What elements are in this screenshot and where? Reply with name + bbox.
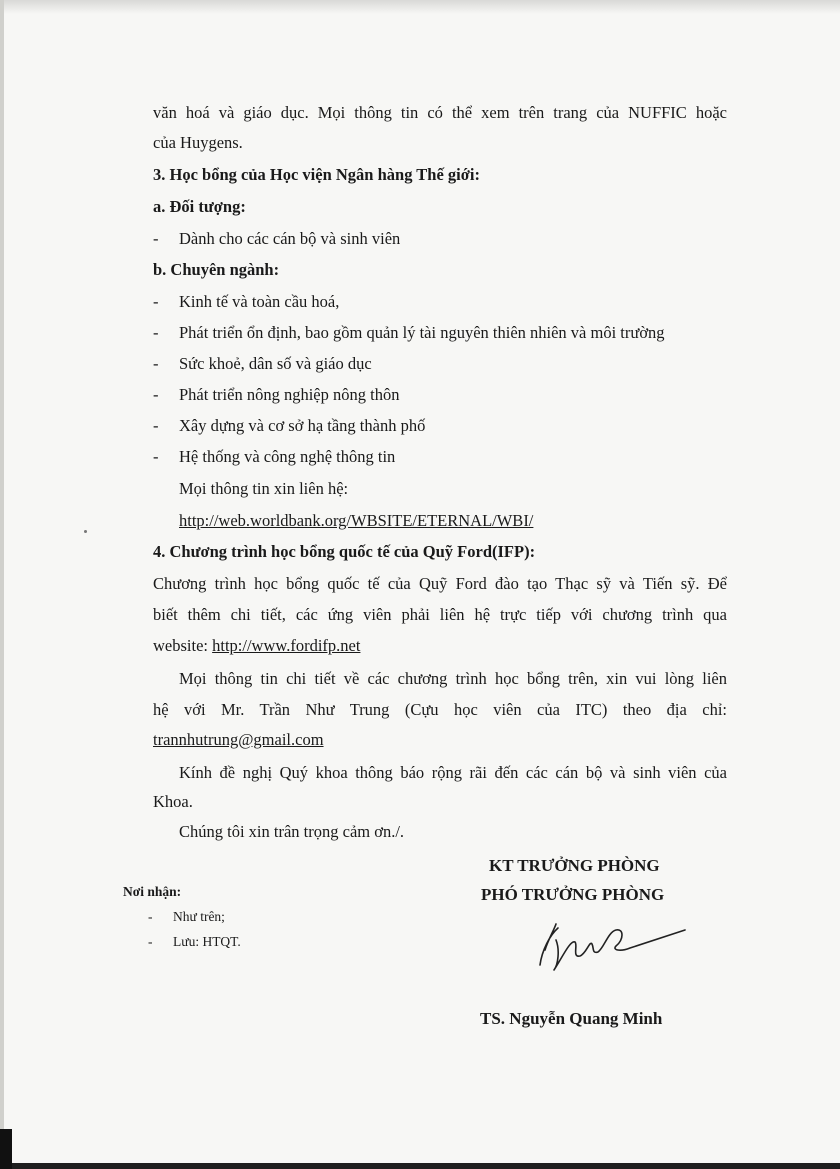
list-item: Phát triển nông nghiệp nông thôn bbox=[179, 385, 400, 404]
list-item: Phát triển ổn định, bao gồm quản lý tài nguyên thiên nhiên và môi trường bbox=[179, 323, 665, 342]
scan-bottom-corner bbox=[0, 1129, 12, 1169]
intro-line-2: của Huygens. bbox=[153, 133, 243, 152]
list-item: Sức khoẻ, dân số và giáo dục bbox=[179, 354, 372, 373]
list-item: Xây dựng và cơ sở hạ tầng thành phố bbox=[179, 416, 426, 435]
list-item: Hệ thống và công nghệ thông tin bbox=[179, 447, 396, 466]
recipient-item: Như trên; bbox=[173, 909, 225, 924]
signature-title-1: KT TRƯỞNG PHÒNG bbox=[489, 856, 660, 875]
bullet-dash: - bbox=[153, 354, 159, 373]
bullet-dash: - bbox=[153, 385, 159, 404]
request-line-1: Kính đề nghị Quý khoa thông báo rộng rãi đến các cán bộ và sinh viên của bbox=[179, 763, 727, 782]
section-4-line-1: Chương trình học bổng quốc tế của Quỹ Ford đào tạo Thạc sỹ và Tiến sỹ. Để bbox=[153, 574, 727, 593]
worldbank-link[interactable]: http://web.worldbank.org/WBSITE/ETERNAL/WBI/ bbox=[179, 511, 534, 530]
recipient-item: Lưu: HTQT. bbox=[173, 934, 241, 949]
list-item: Kinh tế và toàn cầu hoá, bbox=[179, 292, 340, 311]
list-item: Dành cho các cán bộ và sinh viên bbox=[179, 229, 401, 248]
bullet-dash: - bbox=[153, 416, 159, 435]
section-4-line-2: biết thêm chi tiết, các ứng viên phải liên hệ trực tiếp với chương trình qua bbox=[153, 605, 727, 624]
section-3-heading: 3. Học bổng của Học viện Ngân hàng Thế giới: bbox=[153, 165, 480, 184]
bullet-dash: - bbox=[153, 447, 159, 466]
bullet-dash: - bbox=[153, 229, 159, 248]
bullet-dash: - bbox=[153, 323, 159, 342]
section-3b-heading: b. Chuyên ngành: bbox=[153, 260, 280, 279]
handwritten-signature bbox=[520, 910, 690, 980]
scan-speck bbox=[84, 530, 87, 533]
bullet-dash: - bbox=[148, 934, 153, 949]
scan-left-edge bbox=[0, 0, 4, 1169]
thanks-line: Chúng tôi xin trân trọng cảm ơn./. bbox=[179, 822, 405, 841]
website-prefix: website: bbox=[153, 636, 208, 655]
closing-contact-line-1: Mọi thông tin chi tiết về các chương trình học bổng trên, xin vui lòng liên bbox=[179, 669, 727, 688]
section-4-heading: 4. Chương trình học bổng quốc tế của Quỹ Ford(IFP): bbox=[153, 542, 536, 561]
request-line-2: Khoa. bbox=[153, 792, 193, 811]
bullet-dash: - bbox=[153, 292, 159, 311]
section-4-line-3 bbox=[153, 636, 360, 656]
signature-title-2: PHÓ TRƯỞNG PHÒNG bbox=[481, 885, 665, 904]
recipients-label: Nơi nhận: bbox=[123, 884, 182, 899]
closing-contact-line-2: hệ với Mr. Trần Như Trung (Cựu học viên của ITC) theo địa chỉ: bbox=[153, 700, 727, 719]
contact-label: Mọi thông tin xin liên hệ: bbox=[179, 479, 349, 498]
scan-top-shadow bbox=[0, 0, 840, 14]
email-link[interactable]: trannhutrung@gmail.com bbox=[153, 730, 324, 749]
fordifp-link[interactable]: http://www.fordifp.net bbox=[212, 636, 361, 655]
intro-line-1: văn hoá và giáo dục. Mọi thông tin có thể xem trên trang của NUFFIC hoặc bbox=[153, 103, 727, 122]
scan-bottom-edge bbox=[0, 1163, 840, 1169]
signer-name: TS. Nguyễn Quang Minh bbox=[480, 1009, 663, 1028]
section-3a-heading: a. Đối tượng: bbox=[153, 197, 246, 216]
bullet-dash: - bbox=[148, 909, 153, 924]
